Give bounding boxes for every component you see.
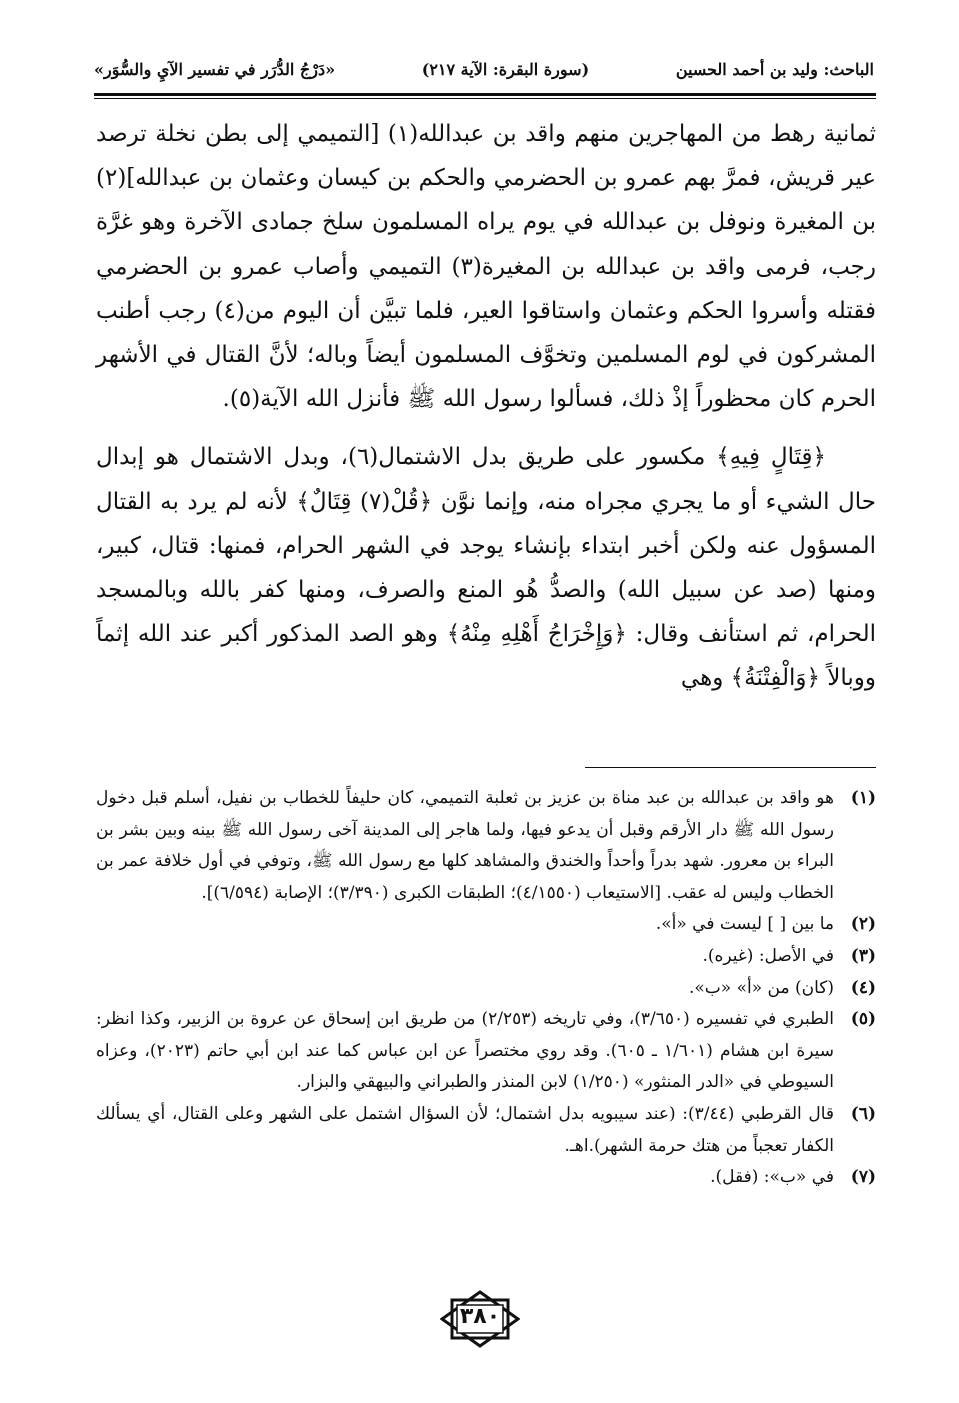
footnote-text: الطبري في تفسيره (٣/٦٥٠)، وفي تاريخه (٢/٢٥٣) من طريق ابن إسحاق عن عروة بن الزبير، وكذا انظر: سيرة ابن هشام (١/٦٠١ ـ ٦٠٥). وقد روي مختصراً عن ابن عباس كما عند ابن أبي حاتم (٢٠٢٣)، وعزاه السيوطي في «الدر المنثور» (١/٢٥٠) لابن المنذر والطبراني والبيهقي والبزار. bbox=[96, 1009, 834, 1093]
footnote-text: ما بين [ ] ليست في «أ». bbox=[655, 914, 834, 935]
footnote-text: (كان) من «أ» «ب». bbox=[688, 977, 834, 998]
header-rule-thin bbox=[94, 98, 876, 99]
header-author: الباحث: وليد بن أحمد الحسين bbox=[675, 59, 874, 79]
footnote-number: (٥) bbox=[850, 1009, 876, 1030]
footnotes bbox=[96, 783, 876, 1194]
footnote-text: في الأصل: (غيره). bbox=[702, 945, 834, 966]
footnote-number: (٧) bbox=[850, 1167, 876, 1188]
footnote-item bbox=[96, 941, 876, 973]
page-number: ٣٨٠ bbox=[459, 1304, 501, 1329]
footnote-number: (٦) bbox=[850, 1103, 876, 1124]
page-number-badge bbox=[440, 1290, 520, 1348]
footnote-item bbox=[96, 909, 876, 941]
header-rule-thick bbox=[94, 93, 876, 96]
footnote-text: في «ب»: (فقل). bbox=[710, 1167, 834, 1188]
footnote-item bbox=[96, 1099, 876, 1162]
footnote-item bbox=[96, 973, 876, 1005]
footnote-item bbox=[96, 1162, 876, 1194]
body-paragraph-1: ثمانية رهط من المهاجرين منهم واقد بن عبدالله(١) [التميمي إلى بطن نخلة ترصد عير قريش، فمرَّ بهم عمرو بن الحضرمي والحكم بن كيسان وعثمان بن عبدالله](٢) بن المغيرة ونوفل بن عبدالله في يوم يراه المسلمون سلخ جمادى الآخرة وهو غرَّة رجب، فرمى واقد بن عبدالله بن المغيرة(٣) التميمي وأصاب عمرو بن الحضرمي فقتله وأسروا الحكم وعثمان واستاقوا العير، فلما تبيَّن أن اليوم من(٤) رجب أطنب المشركون في لوم المسلمين وتخوَّف المسلمون أيضاً وباله؛ لأنَّ القتال في الأشهر الحرم كان محظوراً إذْ ذلك، فسألوا رسول الله ﷺ فأنزل الله الآية(٥). bbox=[96, 121, 876, 413]
main-text bbox=[96, 112, 876, 701]
footnote-text: هو واقد بن عبدالله بن عبد مناة بن عزيز بن ثعلبة التميمي، كان حليفاً للخطاب بن نفيل، أسلم قبل دخول رسول الله ﷺ دار الأرقم وقبل أن يدعو فيها، ولما هاجر إلى المدينة آخى رسول الله ﷺ بينه وبين بشر بن البراء بن معرور. شهد بدراً وأحداً والخندق والمشاهد كلها مع رسول الله ﷺ، وتوفي في أول خلافة عمر بن الخطاب وليس له عقب. [الاستيعاب (٤/١٥٥٠)؛ الطبقات الكبرى (٣/٣٩٠)؛ الإصابة (٦/٥٩٤)]. bbox=[96, 788, 834, 903]
header-book-title: «دَرْجُ الدُّرَر في تفسير الآيِ والسُّوَر» bbox=[94, 59, 336, 79]
footnote-text: قال القرطبي (٣/٤٤): (عند سيبويه بدل اشتمال؛ لأن السؤال اشتمل على الشهر وعلى القتال، أي يسألك الكفار تعجباً من هتك حرمة الشهر).اهـ. bbox=[96, 1103, 835, 1156]
running-header bbox=[94, 52, 874, 86]
footnote-number: (٢) bbox=[850, 914, 876, 935]
footnote-number: (٤) bbox=[850, 977, 876, 998]
footnote-separator bbox=[585, 767, 876, 768]
footnote-number: (٣) bbox=[850, 945, 876, 966]
header-surah-ref: (سورة البقرة: الآية ٢١٧) bbox=[421, 59, 590, 79]
footnote-number: (١) bbox=[850, 788, 876, 808]
footnote-item bbox=[96, 783, 876, 909]
footnote-item bbox=[96, 1004, 876, 1099]
body-paragraph-2: ﴿قِتَالٍ فِيهِ﴾ مكسور على طريق بدل الاشتمال(٦)، وبدل الاشتمال هو إبدال حال الشيء أو ما يجري مجراه منه، وإنما نوَّن ﴿قُلْ(٧) قِتَالٌ﴾ لأنه لم يرد به القتال المسؤول عنه ولكن أخبر ابتداء بإنشاء يوجد في الشهر الحرام، فمنها: قتال، كبير، ومنها (صد عن سبيل الله) والصدُّ هُو المنع والصرف، ومنها كفر بالله وبالمسجد الحرام، ثم استأنف وقال: ﴿وَإِخْرَاجُ أَهْلِهِ مِنْهُ﴾ وهو الصد المذكور أكبر عند الله إثماً ووبالاً ﴿وَالْفِتْنَةُ﴾ وهي bbox=[96, 444, 876, 692]
